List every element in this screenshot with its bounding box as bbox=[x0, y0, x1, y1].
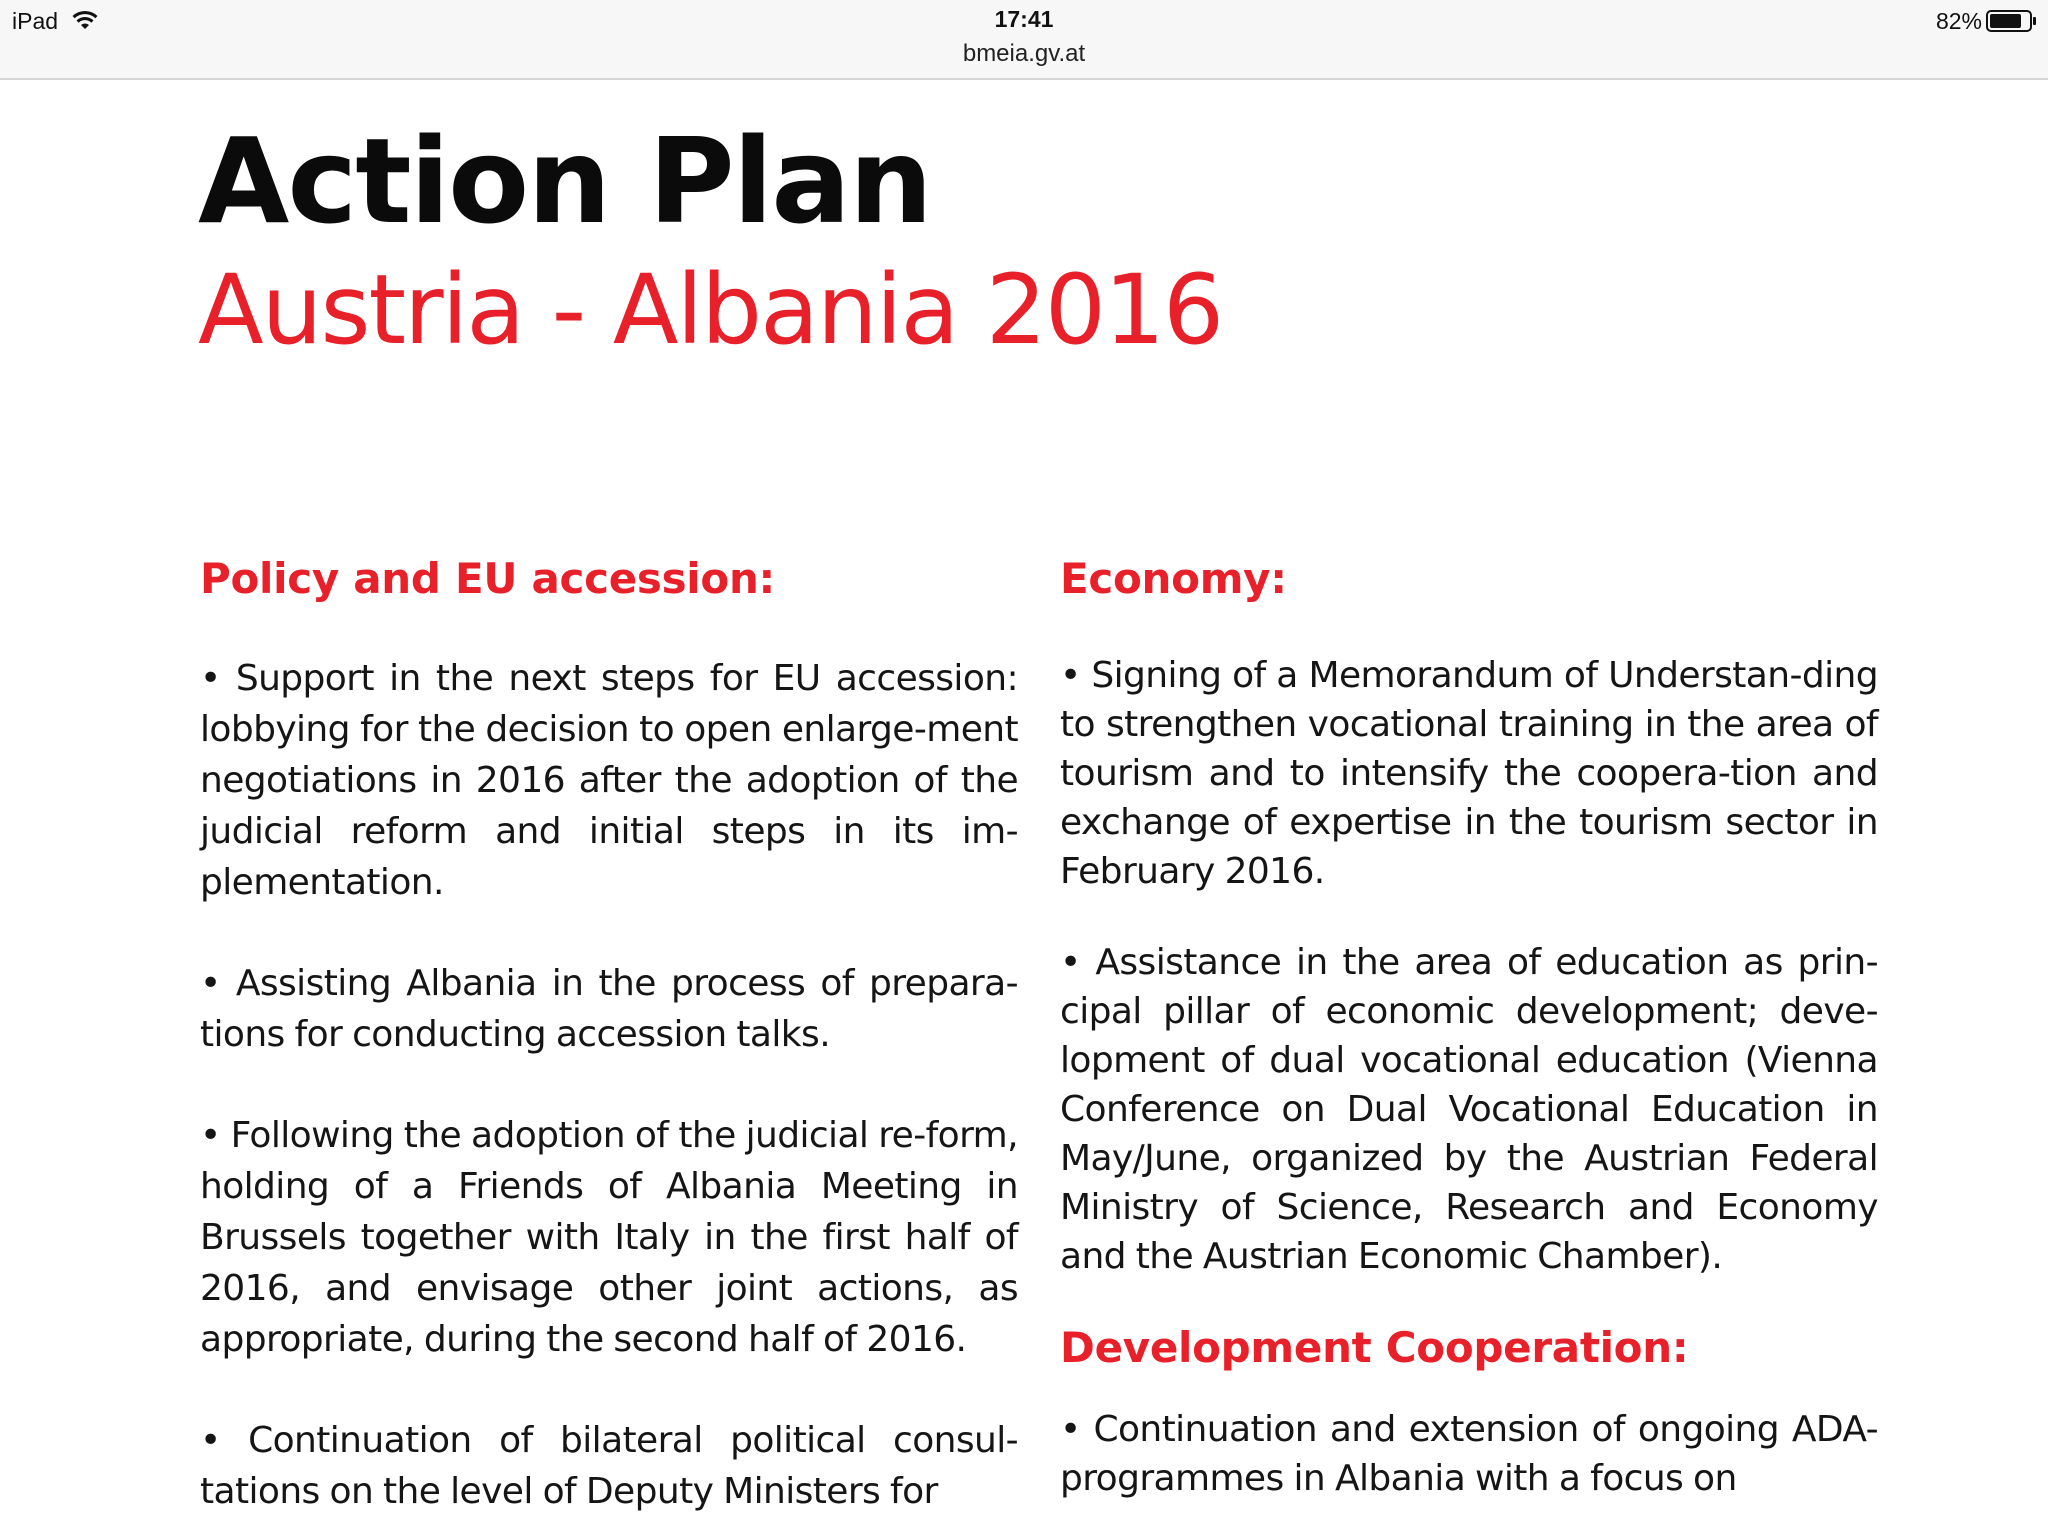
right-column bbox=[1060, 552, 1878, 1503]
bullet-item: • Assistance in the area of education as prin-cipal pillar of economic development; deve-lopment of dual vocational education (Vienna Conference on Dual Vocational Education in May/June, organized by the Austrian Federal Ministry of Science, Research and Economy and the Austrian Economic Chamber). bbox=[1060, 941, 1878, 1277]
document-subtitle: Austria - Albania 2016 bbox=[198, 254, 1223, 366]
bullet-item: • Continuation of bilateral political consul-tations on the level of Deputy Ministers for bbox=[200, 1419, 1018, 1512]
battery-percent: 82% bbox=[1935, 8, 1982, 34]
document-title: Action Plan bbox=[198, 112, 931, 250]
device-name: iPad bbox=[12, 8, 59, 34]
section-heading-economy: Economy: bbox=[1060, 554, 1287, 603]
bullet-item: • Following the adoption of the judicial re-form, holding of a Friends of Albania Meeting in Brussels together with Italy in the first half of 2016, and envisage other joint actions, as appropriate, during the second half of 2016. bbox=[200, 1114, 1018, 1360]
address-url[interactable]: bmeia.gv.at bbox=[962, 40, 1086, 67]
bullet-item: • Signing of a Memorandum of Understan-ding to strengthen vocational training in the area of tourism and to intensify the coopera-tion and exchange of expertise in the tourism sector in February 2016. bbox=[1060, 654, 1878, 892]
battery-icon bbox=[1986, 9, 2038, 33]
section-heading-policy: Policy and EU accession: bbox=[200, 554, 776, 603]
status-bar bbox=[0, 0, 2048, 80]
left-column bbox=[200, 552, 1018, 1517]
section-heading-development: Development Cooperation: bbox=[1060, 1322, 1689, 1372]
bullet-item: • Continuation and extension of ongoing ADA-programmes in Albania with a focus on bbox=[1060, 1409, 1878, 1500]
bullet-item: • Support in the next steps for EU accession: lobbying for the decision to open enlarge-ment negotiations in 2016 after the adoption of the judicial reform and initial steps in its im-plementation. bbox=[200, 657, 1018, 903]
bullet-item: • Assisting Albania in the process of prepara-tions for conducting accession talks. bbox=[200, 962, 1018, 1055]
clock: 17:41 bbox=[994, 6, 1054, 32]
